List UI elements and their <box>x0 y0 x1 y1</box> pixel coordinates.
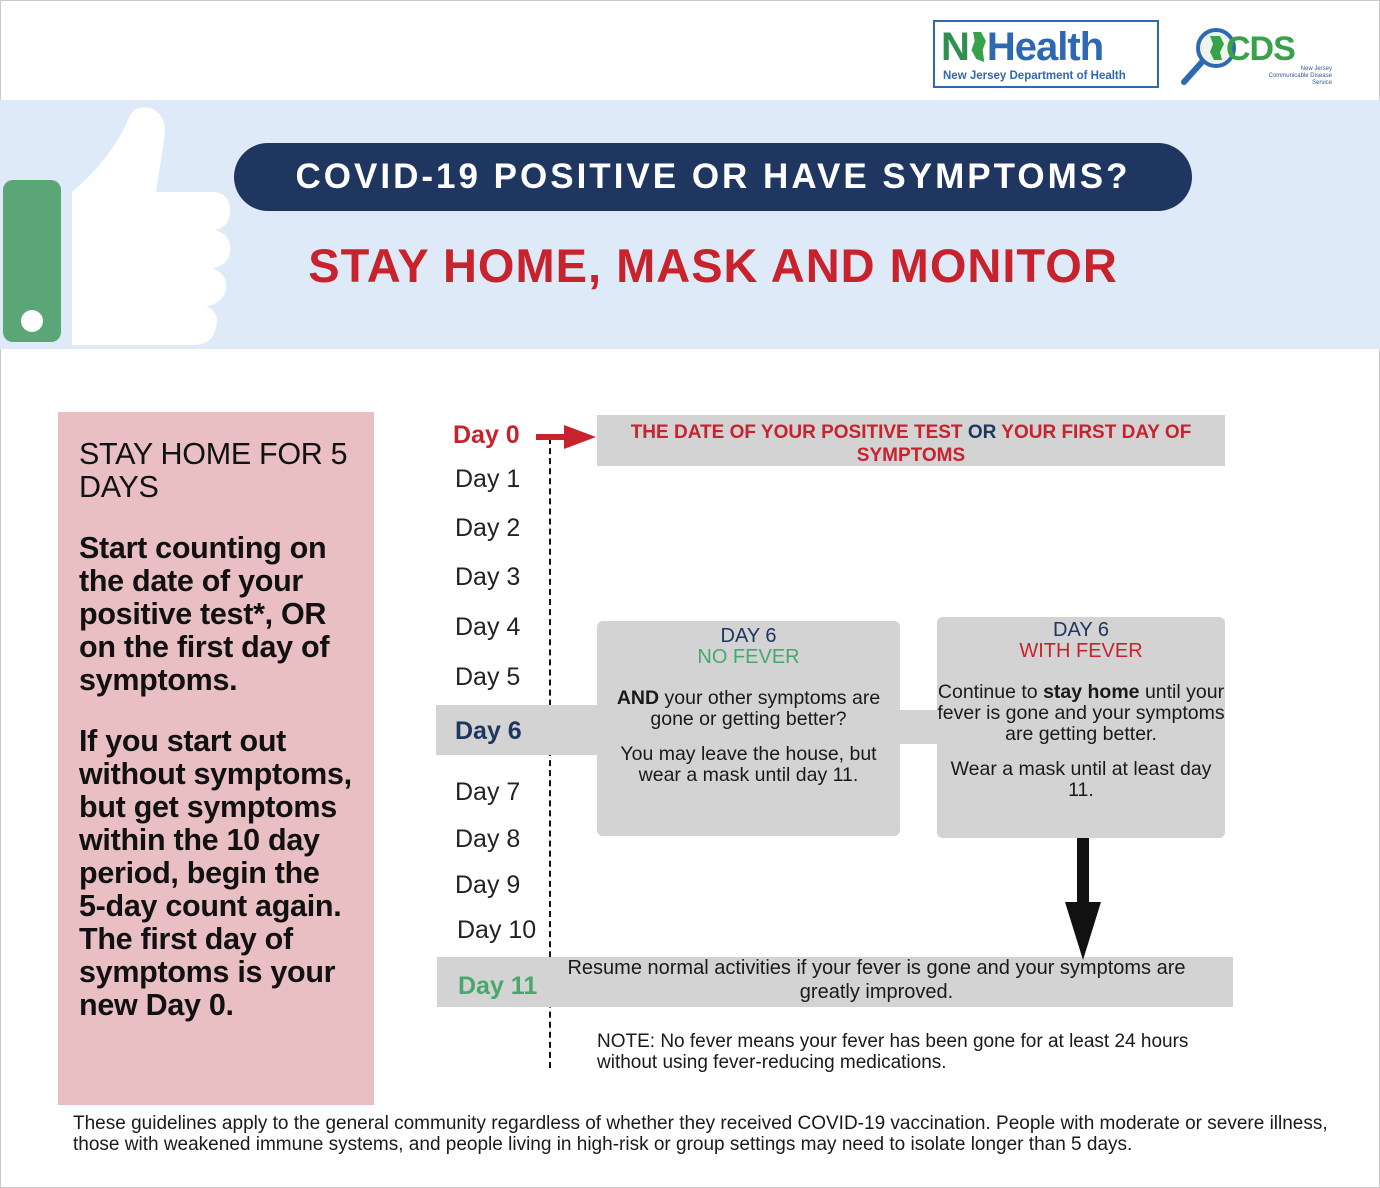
day-label: Day 4 <box>455 613 521 641</box>
nj-health-logo <box>933 20 1159 88</box>
cds-logo <box>1180 24 1340 88</box>
info-card <box>58 412 374 1105</box>
day-label: Day 6 <box>455 717 522 745</box>
day-label: Day 10 <box>457 916 537 944</box>
day-label: Day 8 <box>455 825 521 853</box>
new-jersey-state-icon <box>970 32 986 62</box>
day-label: Day 1 <box>455 465 521 493</box>
with-fever-box <box>937 617 1225 838</box>
day-label: Day 11 <box>458 972 538 1000</box>
arrow-down-icon <box>1063 838 1103 962</box>
day6-connector-band <box>898 710 940 744</box>
with-fever-heading: DAY 6 <box>1053 619 1109 641</box>
with-fever-mask: Wear a mask until at least day 11. <box>950 758 1212 801</box>
page-subtitle: STAY HOME, MASK AND MONITOR <box>308 239 1118 292</box>
day-label: Day 7 <box>455 778 521 806</box>
thumbs-up-icon <box>0 100 240 350</box>
day-label: Day 3 <box>455 563 521 591</box>
arrow-right-icon <box>536 423 598 451</box>
no-fever-box <box>597 621 900 836</box>
info-card-restart: If you start out without symptoms, but get symptoms within the 10 day period, begin the 5-day count again. The first day of symptoms is your new Day 0. <box>79 724 352 1022</box>
cds-subtitle: New Jersey Communicable Disease Service <box>1268 66 1332 86</box>
day11-resume-text: Resume normal activities if your fever is gone and your symptoms are greatly improved. <box>567 957 1186 1003</box>
day-label: Day 5 <box>455 663 521 691</box>
no-fever-guidance: You may leave the house, but wear a mask until day 11. <box>620 743 877 786</box>
info-card-heading: STAY HOME FOR 5 DAYS <box>79 437 348 504</box>
day0-callout: THE DATE OF YOUR POSITIVE TEST OR YOUR FIRST DAY OF SYMPTOMS <box>597 415 1225 466</box>
nj-health-subtitle: New Jersey Department of Health <box>943 70 1126 82</box>
day-label: Day 0 <box>453 421 520 449</box>
footer-guidelines: These guidelines apply to the general community regardless of whether they received COVID-19 vaccination. People with moderate or severe illness, those with weakened immune systems, and people living in high-risk or group settings may need to isolate longer than 5 days. <box>73 1113 1328 1155</box>
no-fever-subheading: NO FEVER <box>697 646 800 668</box>
fever-note: NOTE: No fever means your fever has been gone for at least 24 hours without using fever-reducing medications. <box>597 1031 1189 1073</box>
no-fever-heading: DAY 6 <box>720 625 777 647</box>
page-title: COVID-19 POSITIVE OR HAVE SYMPTOMS? <box>234 143 1192 211</box>
nj-health-wordmark: N Health <box>941 25 1104 69</box>
with-fever-guidance: Continue to stay home until your fever is gone and your symptoms are getting better. <box>937 681 1225 745</box>
day-label: Day 9 <box>455 871 521 899</box>
info-card-counting: Start counting on the date of your positive test*, OR on the first day of symptoms. <box>79 531 330 697</box>
day-label: Day 2 <box>455 514 521 542</box>
cds-wordmark: CDS <box>1226 30 1295 68</box>
no-fever-question: AND your other symptoms are gone or getting better? <box>616 687 881 730</box>
with-fever-subheading: WITH FEVER <box>1019 640 1143 662</box>
